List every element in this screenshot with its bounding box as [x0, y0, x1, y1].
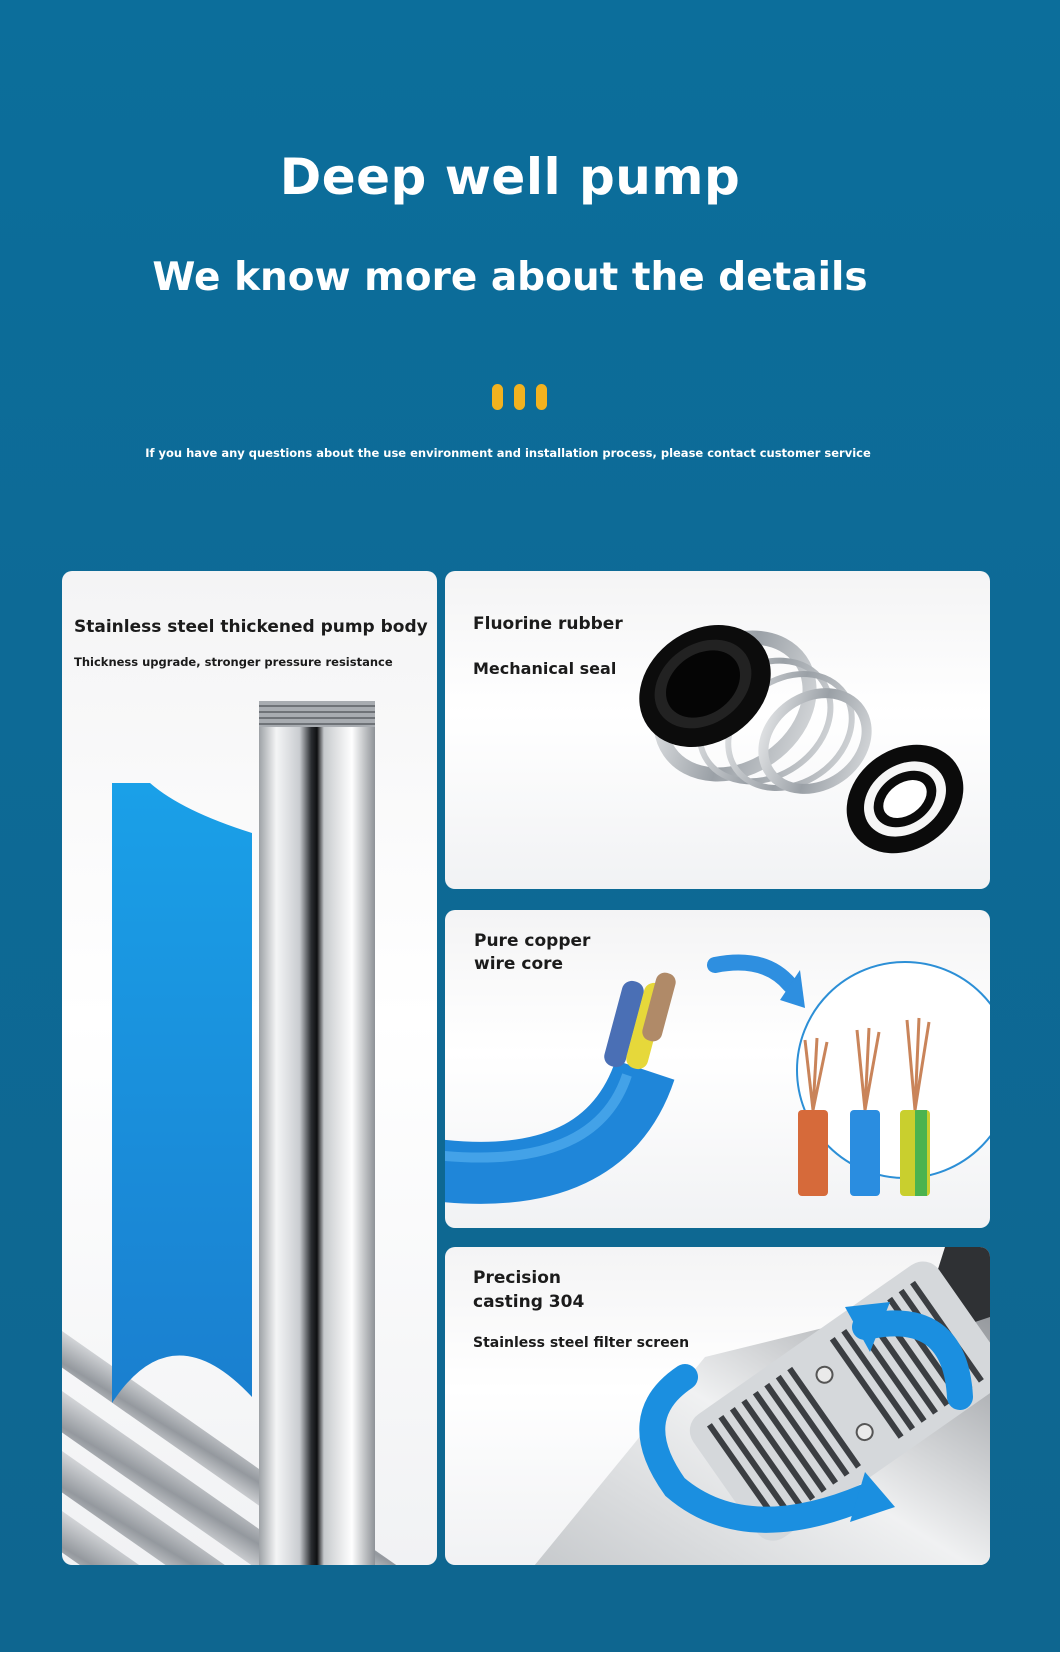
dot-1: [492, 384, 503, 410]
page-subtitle: We know more about the details: [152, 255, 868, 300]
decorative-dots: [492, 384, 552, 410]
arrow-icon: [715, 963, 790, 986]
card-1-subtitle: Thickness upgrade, stronger pressure resistance: [74, 655, 393, 669]
card-3-title-line-2: wire core: [474, 954, 564, 974]
customer-service-note: If you have any questions about the use environment and installation process, please contact customer service: [145, 446, 871, 460]
card-copper-wire: [445, 910, 990, 1228]
dot-3: [536, 384, 547, 410]
card-pump-body: [62, 571, 437, 1565]
pump-pipe-illustration: [62, 571, 437, 1565]
card-filter-screen: [445, 1247, 990, 1565]
card-2-title: Fluorine rubber: [473, 614, 623, 634]
dot-2: [514, 384, 525, 410]
card-4-subtitle: Stainless steel filter screen: [473, 1335, 690, 1351]
card-1-title: Stainless steel thickened pump body: [74, 617, 428, 637]
page-title: Deep well pump: [279, 148, 741, 206]
card-4-title-line-2: casting 304: [473, 1292, 585, 1312]
card-mechanical-seal: [445, 571, 990, 889]
card-4-title-line-1: Precision: [473, 1268, 562, 1288]
card-3-title-line-1: Pure copper: [474, 931, 591, 951]
card-2-subtitle: Mechanical seal: [473, 659, 617, 678]
